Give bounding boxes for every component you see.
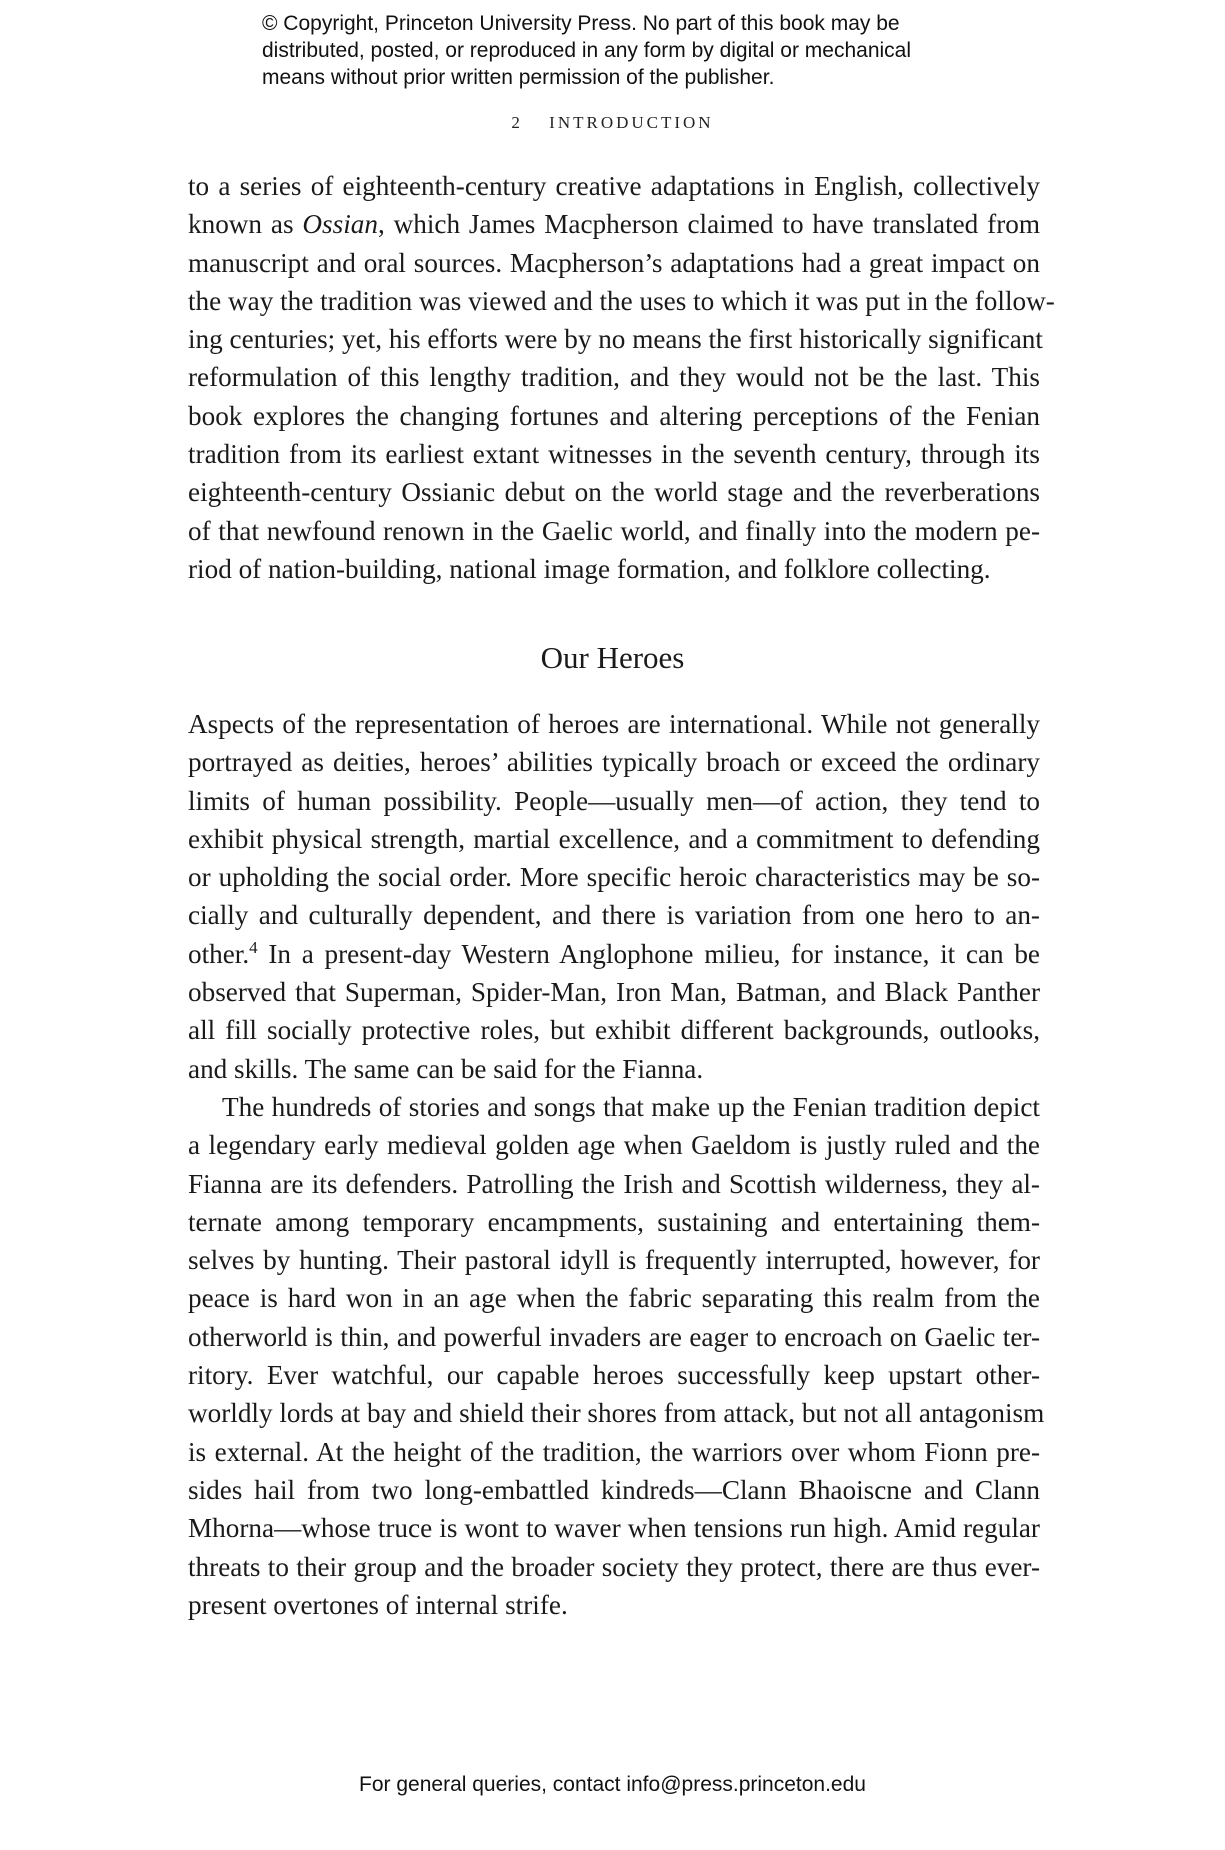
contact-footer: For general queries, contact info@press.princeton.edu — [359, 1773, 866, 1796]
text-line: present overtones of internal strife. — [188, 1589, 568, 1620]
text-line: selves by hunting. Their pastoral idyll is frequently interrupted, however, for — [188, 1245, 1040, 1276]
page-number: 2 — [511, 113, 520, 132]
text-line: exhibit physical strength, martial excellence, and a commitment to defending — [188, 823, 1040, 854]
text-line: the way the tradition was viewed and the uses to which it was put in the follow- — [188, 285, 1055, 316]
copyright-notice — [262, 10, 1022, 91]
paragraph — [188, 1088, 1045, 1624]
text-line: Mhorna—whose truce is wont to waver when tensions run high. Amid regular — [188, 1513, 1040, 1544]
text-span: known as — [188, 209, 294, 240]
text-line: a legendary early medieval golden age when Gaeldom is justly ruled and the — [188, 1130, 1040, 1161]
text-line: ritory. Ever watchful, our capable heroes successfully keep upstart other- — [188, 1360, 1040, 1391]
text-line — [188, 205, 1040, 243]
section-heading: Our Heroes — [540, 640, 685, 675]
running-head — [0, 113, 1225, 133]
paragraph — [188, 705, 1040, 1088]
text-line: sides hail from two long-embattled kindreds—Clann Bhaoiscne and Clann — [188, 1474, 1040, 1505]
text-line: riod of nation-building, national image formation, and folklore collecting. — [188, 553, 991, 584]
paragraph-continued — [188, 167, 1055, 588]
text-line: The hundreds of stories and songs that make up the Fenian tradition depict — [222, 1092, 1040, 1122]
running-head-title: INTRODUCTION — [549, 113, 714, 132]
text-line — [188, 935, 1040, 973]
copyright-line: means without prior written permission of the publisher. — [262, 66, 775, 89]
book-title-italic: Ossian — [302, 209, 378, 240]
text-span: In a present-day Western Anglophone milieu, for instance, it can be — [257, 938, 1040, 969]
text-line: threats to their group and the broader society they protect, there are thus ever- — [188, 1551, 1040, 1582]
text-line: and skills. The same can be said for the Fianna. — [188, 1053, 704, 1084]
text-line: ing centuries; yet, his efforts were by no means the first historically significant — [188, 324, 1043, 355]
text-line: of that newfound renown in the Gaelic world, and finally into the modern pe- — [188, 515, 1040, 546]
text-line: Aspects of the representation of heroes are international. While not generally — [188, 709, 1040, 739]
text-line: all fill socially protective roles, but exhibit different backgrounds, outlooks, — [188, 1015, 1040, 1046]
text-span: other. — [188, 938, 250, 969]
text-line: Fianna are its defenders. Patrolling the Irish and Scottish wilderness, they al- — [188, 1168, 1040, 1199]
text-line: cially and culturally dependent, and there is variation from one hero to an- — [188, 900, 1040, 931]
text-line: tradition from its earliest extant witnesses in the seventh century, through its — [188, 439, 1040, 470]
text-line: book explores the changing fortunes and altering perceptions of the Fenian — [188, 400, 1040, 431]
text-line: reformulation of this lengthy tradition, and they would not be the last. This — [188, 362, 1040, 393]
text-span: , which James Macpherson claimed to have translated from — [377, 209, 1040, 240]
text-line: worldly lords at bay and shield their shores from attack, but not all antagonism — [188, 1398, 1045, 1429]
text-line: peace is hard won in an age when the fabric separating this realm from the — [188, 1283, 1040, 1314]
text-line: observed that Superman, Spider-Man, Iron Man, Batman, and Black Panther — [188, 977, 1040, 1008]
text-line: otherworld is thin, and powerful invaders are eager to encroach on Gaelic ter- — [188, 1321, 1040, 1352]
text-line: manuscript and oral sources. Macpherson’s adaptations had a great impact on — [188, 247, 1040, 278]
text-line: is external. At the height of the tradition, the warriors over whom Fionn pre- — [188, 1436, 1040, 1467]
text-line: limits of human possibility. People—usually men—of action, they tend to — [188, 785, 1040, 816]
footnote-marker[interactable]: 4 — [249, 937, 258, 957]
text-line: eighteenth-century Ossianic debut on the world stage and the reverberations — [188, 477, 1040, 508]
copyright-line: © Copyright, Princeton University Press. No part of this book may be — [262, 12, 900, 35]
text-line: ternate among temporary encampments, sustaining and entertaining them- — [188, 1206, 1040, 1237]
text-line: to a series of eighteenth-century creative adaptations in English, collectively — [188, 171, 1040, 201]
text-line: or upholding the social order. More specific heroic characteristics may be so- — [188, 862, 1040, 893]
copyright-line: distributed, posted, or reproduced in any form by digital or mechanical — [262, 39, 912, 62]
text-line: portrayed as deities, heroes’ abilities typically broach or exceed the ordinary — [188, 747, 1040, 778]
